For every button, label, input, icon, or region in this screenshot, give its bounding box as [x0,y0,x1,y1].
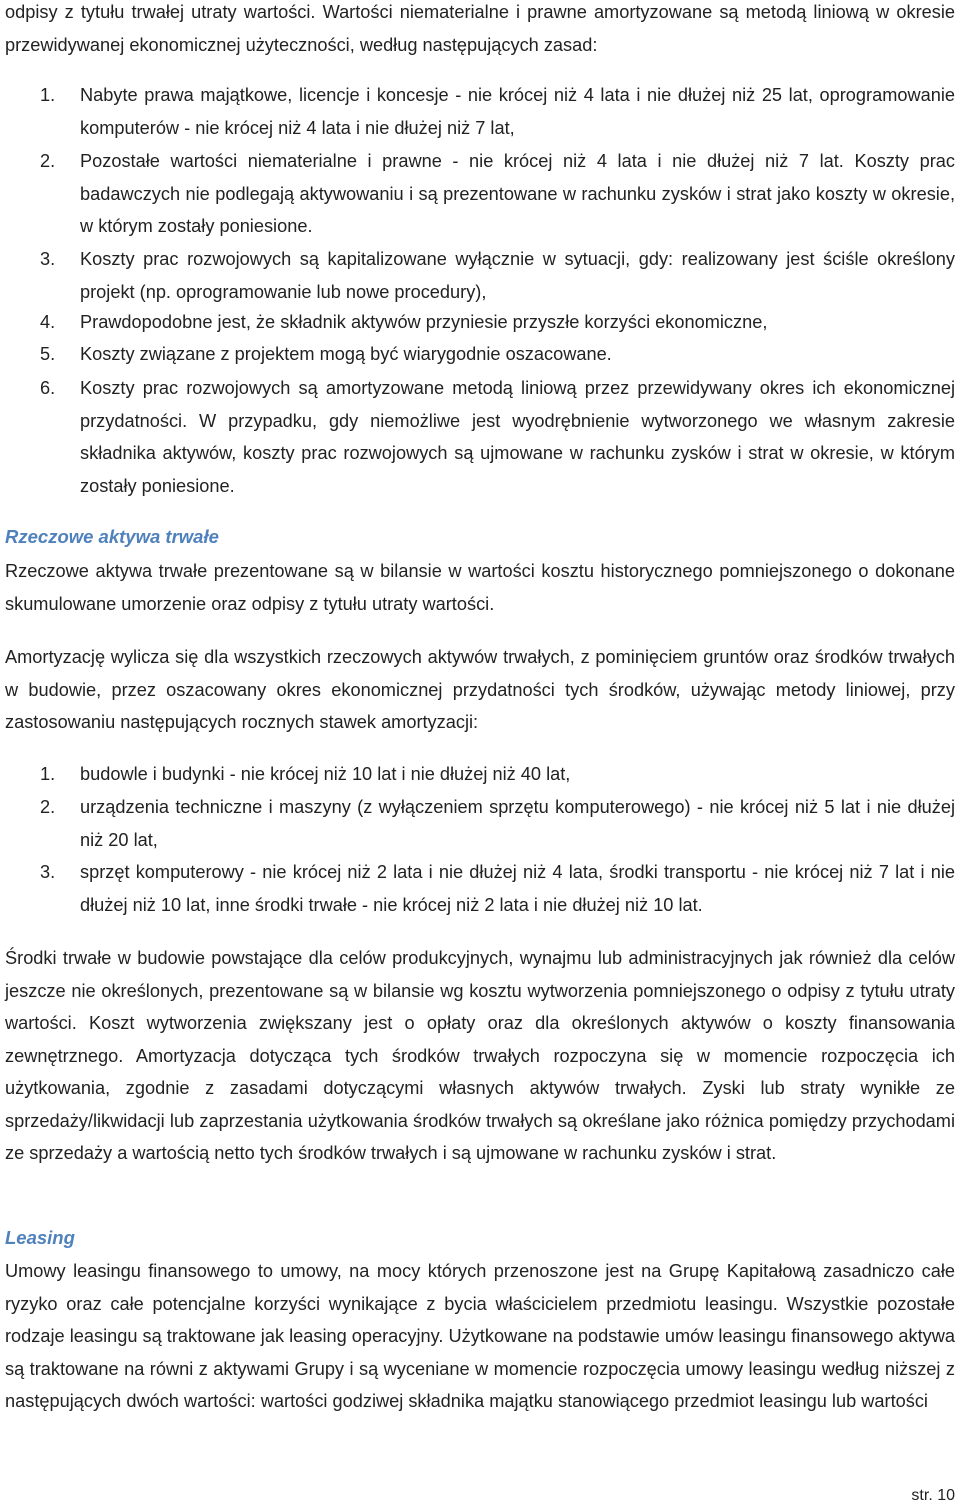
list-text: Nabyte prawa majątkowe, licencje i koncesje - nie krócej niż 4 lata i nie dłużej niż 25 lat, oprogramowanie komputerów - nie krócej niż 4 lata i nie dłużej niż 7 lat, [80,85,955,138]
list-text: Koszty związane z projektem mogą być wiarygodnie oszacowane. [80,344,612,364]
list-number: 1. [40,85,56,105]
fixed-assets-paragraph-3: Środki trwałe w budowie powstające dla celów produkcyjnych, wynajmu lub administracyjnych jak również dla celów jeszcze nie określonych, prezentowane są w bilansie wg kosztu wytworzenia pomniejszonego o odpisy z tytułu utraty wartości. Koszt wytworzenia zwiększany jest o opłaty oraz dla określonych aktywów o koszty finansowania zewnętrznego. Amortyzacja dotycząca tych środków trwałych rozpoczyna się w momencie rozpoczęcia ich użytkowania, zgodnie z zasadami dotyczącymi własnych aktywów trwałych. Zyski lub straty wynikłe ze sprzedaży/likwidacji lub zaprzestania użytkowania środków trwałych są określane jako różnica pomiędzy przychodami ze sprzedaży a wartością netto tych środków trwałych i są ujmowane w rachunku zysków i strat. [5,948,955,1163]
list-text: Pozostałe wartości niematerialne i prawne - nie krócej niż 4 lata i nie dłużej niż 7 lat. Koszty prac badawczych nie podlegają aktywowaniu i są prezentowane w rachunku zysków i strat jako koszty w okresie, w którym zostały poniesione. [80,151,955,236]
list-number: 1. [40,764,56,784]
page-number: str. 10 [911,1487,955,1504]
list-text: budowle i budynki - nie krócej niż 10 lat i nie dłużej niż 40 lat, [80,764,571,784]
list-text: Koszty prac rozwojowych są kapitalizowane wyłącznie w sytuacji, gdy: realizowany jest ściśle określony projekt (np. oprogramowanie lub nowe procedury), [80,249,955,302]
fixed-assets-paragraph-2: Amortyzację wylicza się dla wszystkich rzeczowych aktywów trwałych, z pominięciem gruntów oraz środków trwałych w budowie, przez oszacowany okres ekonomicznej przydatności tych środków, używając metody liniowej, przy zastosowaniu następujących rocznych stawek amortyzacji: [5,647,955,732]
fixed-assets-paragraph-1: Rzeczowe aktywa trwałe prezentowane są w bilansie w wartości kosztu historycznego pomniejszonego o dokonane skumulowane umorzenie oraz odpisy z tytułu utraty wartości. [5,561,955,614]
list-number: 2. [40,151,56,171]
leasing-paragraph: Umowy leasingu finansowego to umowy, na mocy których przenoszone jest na Grupę Kapitałową zasadniczo całe ryzyko oraz całe potencjalne korzyści wynikające z bycia właścicielem przedmiotu leasingu. Wszystkie pozostałe rodzaje leasingu są traktowane jak leasing operacyjny. Użytkowane na podstawie umów leasingu finansowego aktywa są traktowane na równi z aktywami Grupy i są wyceniane w momencie rozpoczęcia umowy leasingu według niższej z następujących dwóch wartości: wartości godziwej składnika majątku stanowiącego przedmiot leasingu lub wartości [5,1261,955,1411]
list-text: Koszty prac rozwojowych są amortyzowane metodą liniową przez przewidywany okres ich ekonomicznej przydatności. W przypadku, gdy niemożliwe jest wyodrębnienie wytworzonego we własnym zakresie składnika aktywów, koszty prac rozwojowych są ujmowane w rachunku zysków i strat w okresie, w którym zostały poniesione. [80,378,955,496]
list-number: 2. [40,797,56,817]
list-number: 3. [40,249,56,269]
section-heading-leasing: Leasing [5,1227,75,1248]
list-number: 5. [40,344,56,364]
section-heading-fixed-assets: Rzeczowe aktywa trwałe [5,526,219,547]
list-text: urządzenia techniczne i maszyny (z wyłączeniem sprzętu komputerowego) - nie krócej niż 5 lat i nie dłużej niż 20 lat, [80,797,955,850]
list-number: 3. [40,862,56,882]
list-number: 6. [40,378,56,398]
list-number: 4. [40,312,56,332]
list-text: sprzęt komputerowy - nie krócej niż 2 lata i nie dłużej niż 4 lata, środki transportu - nie krócej niż 7 lat i nie dłużej niż 10 lat, inne środki trwałe - nie krócej niż 2 lata i nie dłużej niż 10 lat. [80,862,955,915]
list-text: Prawdopodobne jest, że składnik aktywów przyniesie przyszłe korzyści ekonomiczne, [80,312,768,332]
intro-paragraph: odpisy z tytułu trwałej utraty wartości. Wartości niematerialne i prawne amortyzowane są metodą liniową w okresie przewidywanej ekonomicznej użyteczności, według następujących zasad: [5,2,955,55]
